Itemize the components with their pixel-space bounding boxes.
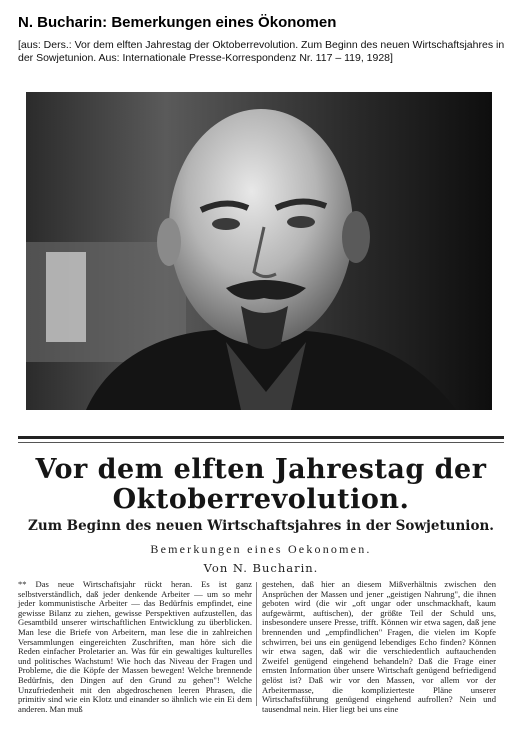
subheadline: Zum Beginn des neuen Wirtschaftsjahres in der Sowjetunion.	[28, 518, 494, 534]
top-rule-thin	[18, 442, 504, 443]
headline-line-1: Vor dem elften Jahrestag der	[35, 454, 487, 485]
page-title: N. Bucharin: Bemerkungen eines Ökonomen	[18, 14, 337, 31]
article-column-left: ** Das neue Wirtschaftsjahr rückt heran. Es ist ganz selbstverständlich, daß jeder denkende Arbeiter — um so mehr jeder kommunistische Arbeiter — das Bedürfnis empfindet, eine gewisse Bilanz zu ziehen, gewisse Perspektiven aufzustellen, das Gesamtbild unserer wirtschaftlichen Entwicklung zu überblicken. Man lese die Briefe von Arbeitern, man lese die in zahlreichen Versammlungen eingereichten Zuschriften, man höre sich die Reden einfacher Proletarier an. Was für ein gewaltiges kulturelles und politisches Wachstum! Wie hoch das Niveau der Fragen und Probleme, die die Köpfe der Massen bewegen! Welche brennende Bedürfnis, den Dingen auf den Grund zu gehen"! Welche Unzufriedenheit mit den abgedroschenen leeren Phrasen, die primitiv sind wie ein Klotz und einander so ähnlich wie ein Ei dem anderen. Man muß	[18, 579, 252, 714]
top-rule	[18, 436, 504, 439]
headline-line-2: Oktoberrevolution.	[112, 484, 410, 515]
article-column-right: gestehen, daß hier an diesem Mißverhältnis zwischen den Ansprüchen der Massen und jener „geistigen Nahrung", die ihnen geboten wird (die wir „oft ungar oder unschmackhaft, kaum aufgewärmt, auftischen), der größte Teil der Schuld uns, insbesondere unsere Presse, trifft. Können wir etwa sagen, daß jene brennenden und „empfindlichen" Fragen, die vielen im Kopfe schwirren, bei uns ein genügend lebendiges Echo finden? Können wir etwa sagen, daß wir die verschiedentlich auftauchenden Zweifel genügend eingehend behandeln? Daß die Frage einer ernsten Information über unsere Wirtschaft genügend befriedigend gelöst ist? Daß wir vor den Massen, vor allem vor der Arbeitermasse, die komplizierteste Pläne unserer Wirtschaftsführung genügend eingehend aufrollen? Nein und tausendmal nein. Hier liegt bei uns eine	[262, 579, 496, 714]
byline: Von N. Bucharin.	[203, 561, 319, 575]
column-divider	[256, 582, 257, 706]
portrait-photo	[26, 92, 492, 410]
source-citation: [aus: Ders.: Vor dem elften Jahrestag der Oktoberrevolution. Zum Beginn des neuen Wirtschaftsjahres in der Sowjetunion. Aus: Internationale Presse-Korrespondenz Nr. 117 – 119, 1928]	[18, 39, 505, 64]
kicker: Bemerkungen eines Oekonomen.	[150, 542, 372, 556]
